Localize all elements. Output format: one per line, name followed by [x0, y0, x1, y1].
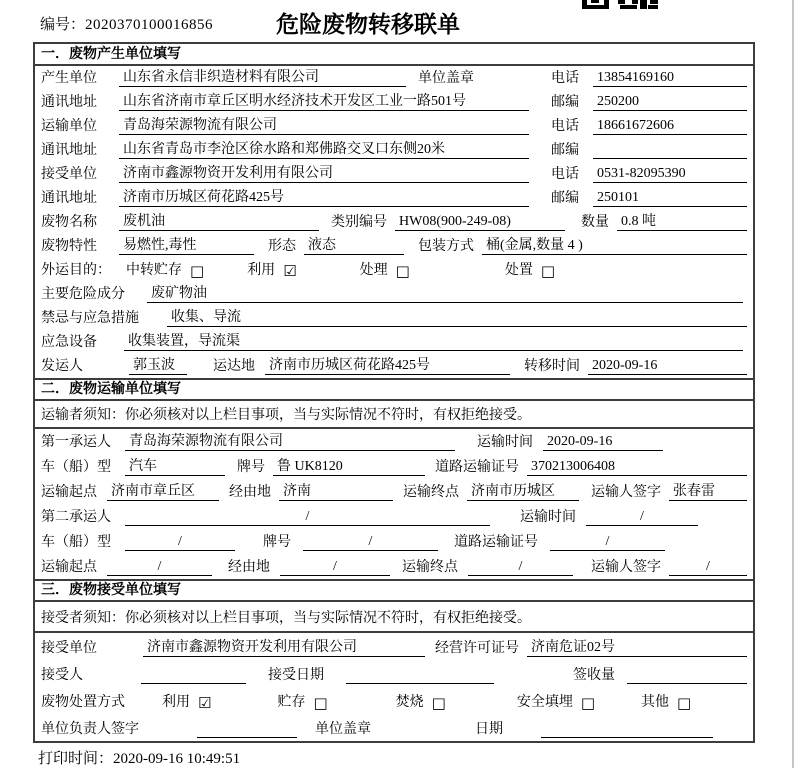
form-label: 形态 — [268, 239, 296, 254]
row-equipment — [35, 330, 753, 354]
destination-value: 济南市历城区荷花路425号 — [265, 354, 510, 375]
transport-time-label: 运输时间 — [520, 510, 576, 525]
via-label: 经由地 — [228, 560, 270, 575]
permit1-value: 370213006408 — [527, 459, 747, 476]
address-label: 通讯地址 — [41, 95, 97, 110]
receive-person-value — [141, 668, 246, 684]
vehicle2-value: / — [125, 534, 235, 551]
plate-label: 牌号 — [237, 460, 265, 475]
producer-phone-value: 13854169160 — [593, 70, 747, 87]
row-producer — [35, 66, 753, 90]
row-receiver-address — [35, 186, 753, 210]
transport-time-label: 运输时间 — [477, 435, 533, 450]
row-carrier2 — [35, 504, 753, 529]
equipment-value: 收集装置，导流渠 — [124, 330, 743, 351]
carrier-sign-label: 运输人签字 — [591, 560, 661, 575]
row-route2 — [35, 554, 753, 579]
sign-date-value — [541, 722, 713, 738]
transfer-storage-checkbox: □ — [190, 262, 205, 280]
receiver-zip-group — [537, 187, 747, 207]
phone-label: 电话 — [551, 71, 579, 86]
landfill-checkbox: □ — [580, 694, 596, 712]
row-receiver — [35, 162, 753, 186]
section2-header: 二．废物运输单位填写 — [35, 378, 753, 401]
row-transporter — [35, 114, 753, 138]
transport-time1-value: 2020-09-16 — [543, 434, 663, 451]
carrier-sign1-value: 张春雷 — [669, 480, 747, 501]
vehicle-type-label: 车（船）型 — [41, 535, 111, 550]
use-checkbox: ☑ — [283, 262, 297, 280]
receiver-label: 接受单位 — [41, 167, 97, 182]
receiver-zip-value: 250101 — [593, 190, 747, 207]
use-label: 利用 — [162, 695, 190, 710]
trait-label: 废物特性 — [41, 239, 97, 254]
page-edge-line — [792, 0, 794, 768]
serial-value: 2020370100016856 — [85, 17, 214, 33]
carrier1-label: 第一承运人 — [41, 435, 111, 450]
phone-label: 电话 — [551, 119, 579, 134]
category-value: HW08(900-249-08) — [395, 214, 565, 231]
form-value: 液态 — [304, 234, 404, 255]
receive-unit-value: 济南市鑫源物资开发利用有限公司 — [143, 636, 425, 657]
transfer-date-label: 转移时间 — [524, 359, 580, 374]
received-qty-label: 签收量 — [573, 668, 615, 683]
print-time-value: 2020-09-16 10:49:51 — [113, 751, 241, 767]
manifest-form — [33, 42, 755, 743]
hazard-value: 废矿物油 — [147, 282, 743, 303]
producer-zip-value: 250200 — [593, 94, 747, 111]
producer-phone-group — [537, 67, 747, 87]
section3-header: 三．废物接受单位填写 — [35, 579, 753, 602]
via2-value: / — [280, 559, 390, 576]
sign-date-label: 日期 — [475, 722, 503, 737]
origin-label: 运输起点 — [41, 560, 97, 575]
row-producer-address — [35, 90, 753, 114]
producer-address-value: 山东省济南市章丘区明水经济技术开发区工业一路501号 — [119, 90, 529, 111]
hazard-label: 主要危险成分 — [41, 287, 125, 302]
via1-value: 济南 — [279, 480, 393, 501]
terminus-label: 运输终点 — [402, 560, 458, 575]
row-purpose — [35, 258, 753, 282]
terminus-label: 运输终点 — [403, 485, 459, 500]
waste-name-label: 废物名称 — [41, 215, 97, 230]
store-checkbox: □ — [313, 694, 328, 712]
permit-label: 道路运输证号 — [435, 460, 519, 475]
address-label: 通讯地址 — [41, 191, 97, 206]
origin1-value: 济南市章丘区 — [107, 480, 219, 501]
license-label: 经营许可证号 — [435, 641, 519, 656]
vehicle-type-label: 车（船）型 — [41, 460, 111, 475]
address-label: 通讯地址 — [41, 143, 97, 158]
origin-label: 运输起点 — [41, 485, 97, 500]
treat-checkbox: □ — [395, 262, 410, 280]
row-receive-person — [35, 660, 753, 687]
transporter-label: 运输单位 — [41, 119, 97, 134]
license-value: 济南危证02号 — [527, 636, 747, 657]
transport-time2-value: / — [586, 509, 698, 526]
row-waste-name — [35, 210, 753, 234]
page-title: 危险废物转移联单 — [276, 12, 460, 38]
row-vehicle1 — [35, 454, 753, 479]
category-label: 类别编号 — [331, 215, 387, 230]
serial-label: 编号： — [40, 17, 86, 33]
treat-label: 处理 — [359, 263, 388, 278]
row-waste-trait — [35, 234, 753, 258]
terminus1-value: 济南市历城区 — [467, 480, 579, 501]
quantity-value: 0.8 吨 — [617, 210, 747, 231]
packing-label: 包装方式 — [418, 239, 474, 254]
transporter-zip-value — [593, 143, 747, 159]
row-hazard — [35, 282, 753, 306]
zip-label: 邮编 — [551, 191, 579, 206]
section1-header: 一．废物产生单位填写 — [35, 44, 753, 66]
row-transporter-address — [35, 138, 753, 162]
dispose-checkbox: □ — [540, 262, 556, 280]
seal-label: 单位盖章 — [418, 71, 474, 86]
destination-label: 运达地 — [213, 359, 255, 374]
responsible-sign-value — [197, 722, 297, 738]
equipment-label: 应急设备 — [41, 335, 97, 350]
receiver-address-value: 济南市历城区荷花路425号 — [119, 186, 529, 207]
receiver-notice: 接受者须知：你必须核对以上栏目事项，当与实际情况不符时，有权拒绝接受。 — [35, 602, 753, 633]
transporter-address-value: 山东省青岛市李沧区徐水路和郑佛路交叉口东侧20米 — [119, 138, 529, 159]
trait-value: 易燃性,毒性 — [119, 234, 254, 255]
quantity-label: 数量 — [581, 215, 609, 230]
carrier-sign2-value: / — [669, 559, 747, 576]
receive-unit-label: 接受单位 — [41, 641, 97, 656]
transporter-zip-group — [537, 139, 747, 159]
receive-date-label: 接受日期 — [268, 668, 324, 683]
row-carrier1 — [35, 429, 753, 454]
row-emergency — [35, 306, 753, 330]
landfill-label: 安全填埋 — [516, 695, 573, 710]
receive-date-value — [346, 668, 494, 684]
disposal-label: 废物处置方式 — [41, 695, 125, 710]
via-label: 经由地 — [229, 485, 271, 500]
row-route1 — [35, 479, 753, 504]
store-label: 贮存 — [277, 695, 306, 710]
purpose-label: 外运目的： — [41, 263, 111, 278]
row-responsible-sign — [35, 714, 753, 741]
print-time — [38, 747, 240, 768]
producer-value: 山东省永信非织造材料有限公司 — [119, 66, 406, 87]
vehicle1-value: 汽车 — [125, 455, 225, 476]
burn-label: 焚烧 — [395, 695, 424, 710]
producer-label: 产生单位 — [41, 71, 97, 86]
qr-code-fragment-icon — [582, 0, 658, 10]
emergency-label: 禁忌与应急措施 — [41, 311, 139, 326]
plate2-value: / — [303, 534, 438, 551]
row-receive-unit — [35, 633, 753, 660]
receiver-value: 济南市鑫源物资开发利用有限公司 — [119, 162, 529, 183]
shipper-value: 郭玉波 — [129, 354, 187, 375]
receiver-phone-group — [537, 163, 747, 183]
transporter-value: 青岛海荣源物流有限公司 — [119, 114, 529, 135]
use-checkbox: ☑ — [198, 694, 212, 712]
permit-label: 道路运输证号 — [454, 535, 538, 550]
print-time-label: 打印时间： — [38, 751, 114, 767]
other-label: 其他 — [641, 695, 670, 710]
packing-value: 桶(金属,数量 4 ) — [482, 234, 747, 255]
responsible-sign-label: 单位负责人签字 — [41, 722, 139, 737]
emergency-value: 收集、导流 — [167, 306, 747, 327]
zip-label: 邮编 — [551, 143, 579, 158]
row-vehicle2 — [35, 529, 753, 554]
other-checkbox: □ — [677, 694, 692, 712]
terminus2-value: / — [468, 559, 573, 576]
plate-label: 牌号 — [263, 535, 291, 550]
transporter-phone-group — [537, 115, 747, 135]
receive-person-label: 接受人 — [41, 668, 83, 683]
transporter-phone-value: 18661672606 — [593, 118, 747, 135]
shipper-label: 发运人 — [41, 359, 83, 374]
unit-seal-label: 单位盖章 — [315, 722, 371, 737]
zip-label: 邮编 — [551, 95, 579, 110]
origin2-value: / — [107, 559, 212, 576]
row-disposal — [35, 687, 753, 714]
receiver-phone-value: 0531-82095390 — [593, 166, 747, 183]
row-shipper — [35, 354, 753, 378]
permit2-value: / — [550, 534, 665, 551]
burn-checkbox: □ — [431, 694, 446, 712]
transporter-notice: 运输者须知：你必须核对以上栏目事项，当与实际情况不符时，有权拒绝接受。 — [35, 401, 753, 429]
use-label: 利用 — [247, 263, 276, 278]
transfer-date-value: 2020-09-16 — [588, 358, 747, 375]
waste-name-value: 废机油 — [119, 210, 319, 231]
dispose-label: 处置 — [504, 263, 533, 278]
producer-zip-group — [537, 91, 747, 111]
received-qty-value — [627, 668, 747, 684]
carrier2-label: 第二承运人 — [41, 510, 111, 525]
plate1-value: 鲁 UK8120 — [273, 455, 425, 476]
carrier1-value: 青岛海荣源物流有限公司 — [125, 430, 455, 451]
transfer-storage-label: 中转贮存 — [126, 263, 182, 278]
carrier-sign-label: 运输人签字 — [591, 485, 661, 500]
carrier2-value: / — [125, 509, 490, 526]
phone-label: 电话 — [551, 167, 579, 182]
